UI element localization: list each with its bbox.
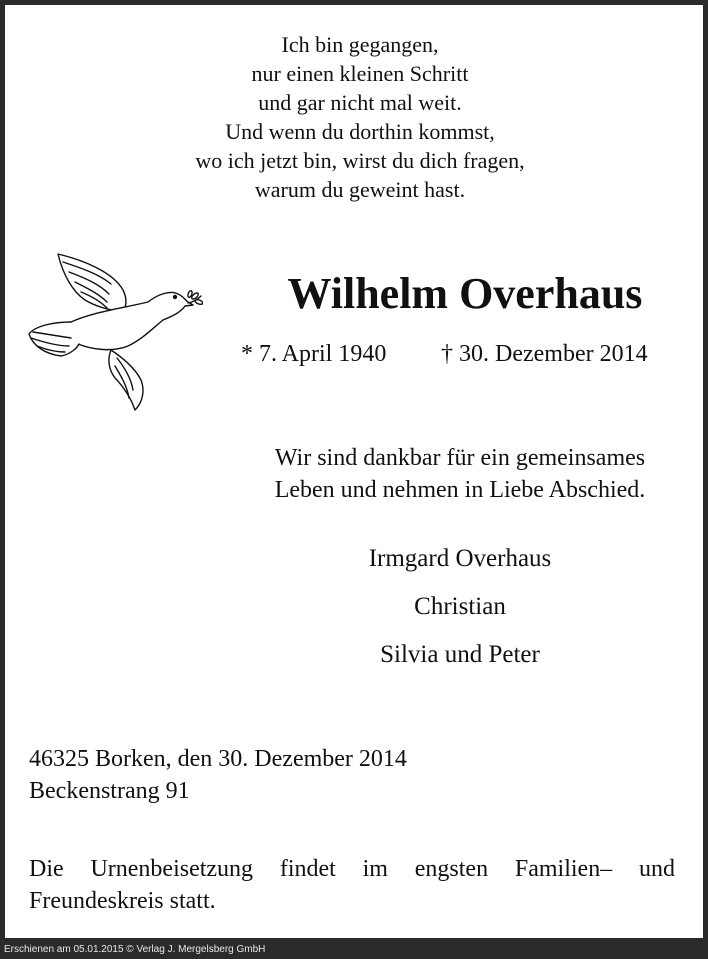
dove-icon — [23, 250, 203, 415]
mourners-list — [235, 535, 685, 679]
obituary-card — [5, 5, 703, 938]
place-date-line: 46325 Borken, den 30. Dezember 2014 — [29, 746, 407, 772]
birth-date: * 7. April 1940 — [241, 341, 387, 367]
mourner-name: Silvia und Peter — [380, 641, 540, 668]
poem-line: Und wenn du dorthin kommst, — [225, 119, 495, 144]
death-date: † 30. Dezember 2014 — [441, 341, 648, 367]
poem-line: und gar nicht mal weit. — [258, 90, 462, 115]
poem-line: warum du geweint hast. — [254, 177, 466, 202]
poem-line: Ich bin gegangen, — [281, 32, 439, 57]
poem-line: wo ich jetzt bin, wirst du dich fragen, — [195, 148, 525, 173]
mourner-name: Irmgard Overhaus — [368, 545, 552, 572]
gratitude-line: Wir sind dankbar für ein gemeinsames — [274, 445, 646, 471]
street-line: Beckenstrang 91 — [29, 778, 190, 804]
mourner-name: Christian — [414, 593, 506, 620]
burial-notice: Die Urnenbeisetzung findet im engsten Familien– und Freundeskreis statt. — [29, 856, 675, 914]
deceased-name: Wilhelm Overhaus — [287, 269, 643, 318]
publication-footer: Erschienen am 05.01.2015 © Verlag J. Mergelsberg GmbH — [4, 944, 266, 955]
address-block — [29, 743, 679, 807]
poem — [160, 30, 560, 204]
gratitude-text — [235, 442, 685, 506]
gratitude-line: Leben und nehmen in Liebe Abschied. — [274, 477, 646, 503]
poem-line: nur einen kleinen Schritt — [251, 61, 469, 86]
